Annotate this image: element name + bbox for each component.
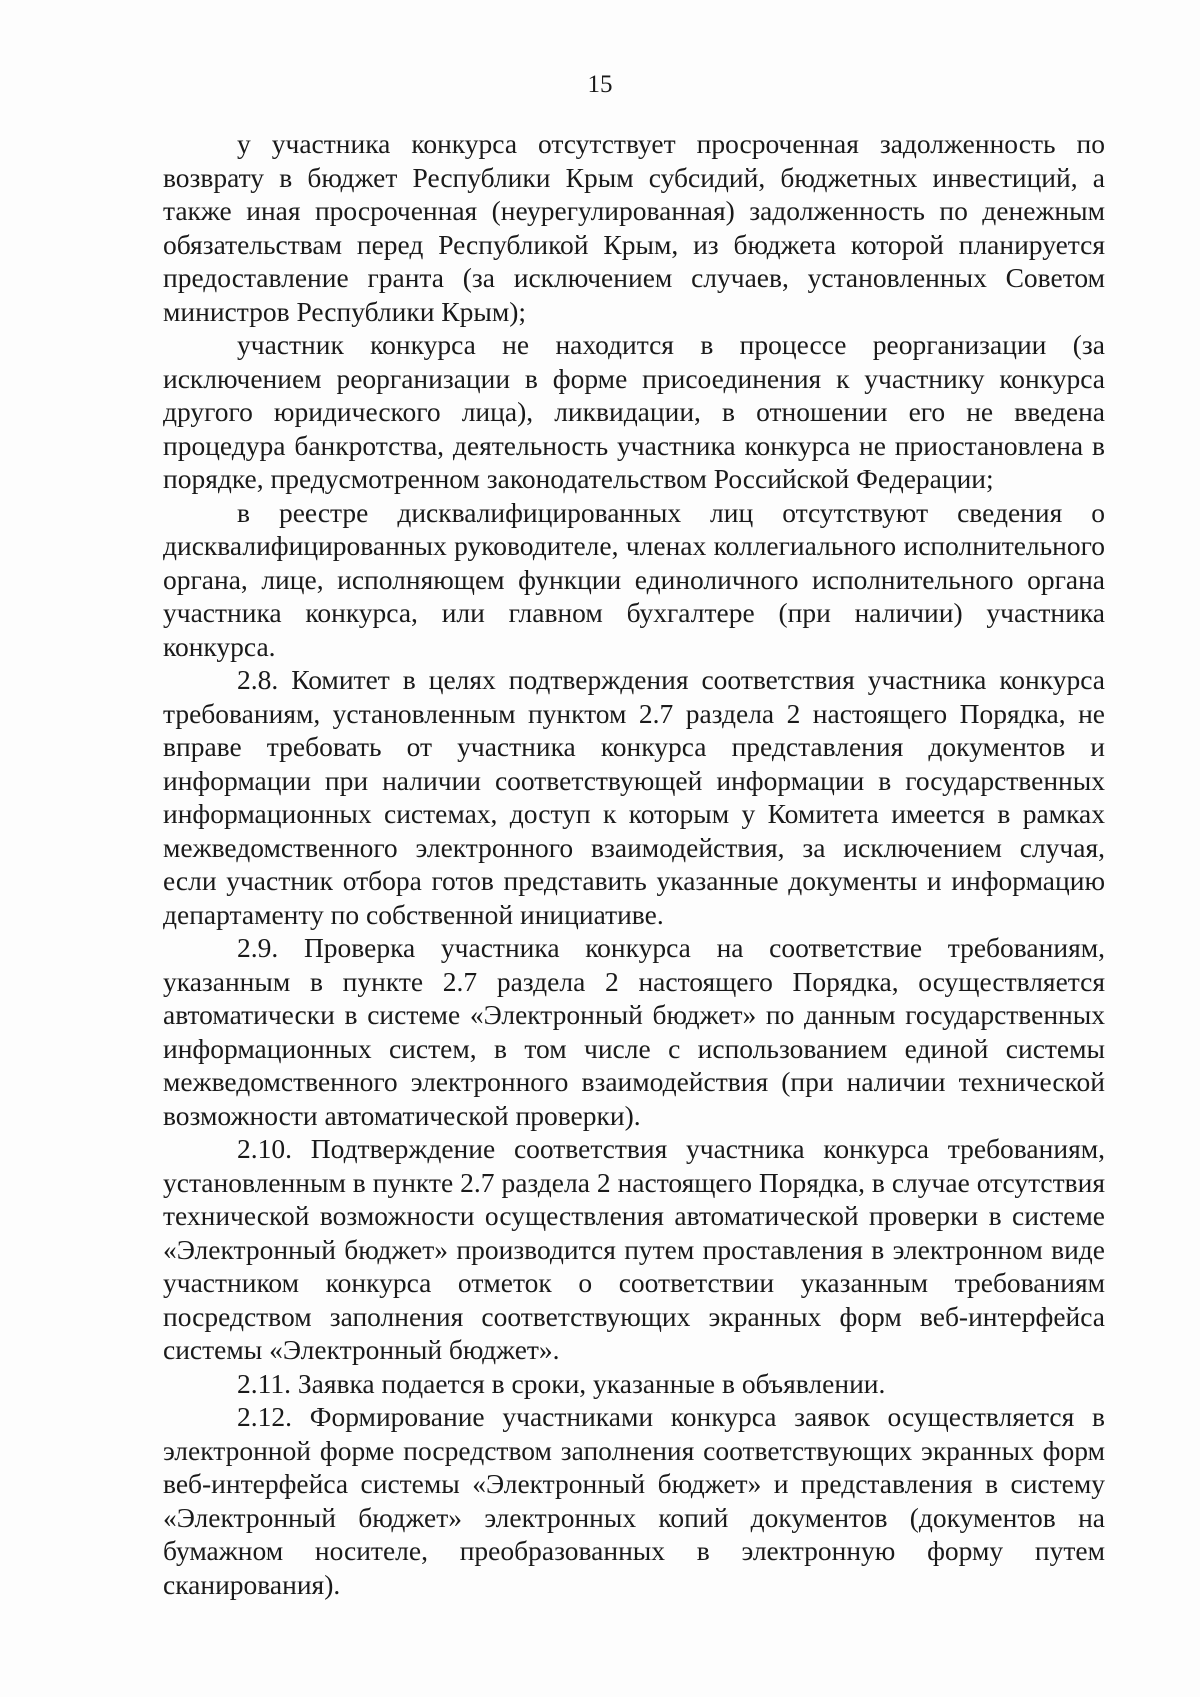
page-number: 15: [587, 71, 613, 98]
paragraph-2-10: 2.10. Подтверждение соответствия участника конкурса требованиям, установленным в пункте 2.7 раздела 2 настоящего Порядка, в случае отсутствия технической возможности осуществления автоматической проверки в системе «Электронный бюджет» производится путем проставления в электронном виде участником конкурса отметок о соответствии указанным требованиям посредством заполнения соответствующих экранных форм веб-интерфейса системы «Электронный бюджет».: [163, 1133, 1105, 1365]
paragraph-reorganization-requirement: участник конкурса не находится в процессе реорганизации (за исключением реорганизации в форме присоединения к участнику конкурса другого юридического лица), ликвидации, в отношении его не введена процедура банкротства, деятельность участника конкурса не приостановлена в порядке, предусмотренном законодательством Российской Федерации;: [163, 329, 1105, 494]
document-body: [163, 127, 1105, 1601]
paragraph-2-9: 2.9. Проверка участника конкурса на соответствие требованиям, указанным в пункте 2.7 раздела 2 настоящего Порядка, осуществляется автоматически в системе «Электронный бюджет» по данным государственных информационных систем, в том числе с использованием единой системы межведомственного электронного взаимодействия (при наличии технической возможности автоматической проверки).: [163, 932, 1105, 1131]
paragraph-2-8: 2.8. Комитет в целях подтверждения соответствия участника конкурса требованиям, установленным пунктом 2.7 раздела 2 настоящего Порядка, не вправе требовать от участника конкурса представления документов и информации при наличии соответствующей информации в государственных информационных системах, доступ к которым у Комитета имеется в рамках межведомственного электронного взаимодействия, за исключением случая, если участник отбора готов представить указанные документы и информацию департаменту по собственной инициативе.: [163, 664, 1105, 930]
paragraph-2-12: 2.12. Формирование участниками конкурса заявок осуществляется в электронной форме посредством заполнения соответствующих экранных форм веб-интерфейса системы «Электронный бюджет» и представления в систему «Электронный бюджет» электронных копий документов (документов на бумажном носителе, преобразованных в электронную форму путем сканирования).: [163, 1401, 1105, 1600]
paragraph-disqualified-persons: в реестре дисквалифицированных лиц отсутствуют сведения о дисквалифицированных руководителе, членах коллегиального исполнительного органа, лице, исполняющем функции единоличного исполнительного органа участника конкурса, или главном бухгалтере (при наличии) участника конкурса.: [163, 496, 1105, 662]
paragraph-debt-requirement: у участника конкурса отсутствует просроченная задолженность по возврату в бюджет Республики Крым субсидий, бюджетных инвестиций, а также иная просроченная (неурегулированная) задолженность по денежным обязательствам перед Республикой Крым, из бюджета которой планируется предоставление гранта (за исключением случаев, установленных Советом министров Республики Крым);: [163, 128, 1105, 327]
paragraph-2-11: 2.11. Заявка подается в сроки, указанные в объявлении.: [237, 1367, 886, 1399]
